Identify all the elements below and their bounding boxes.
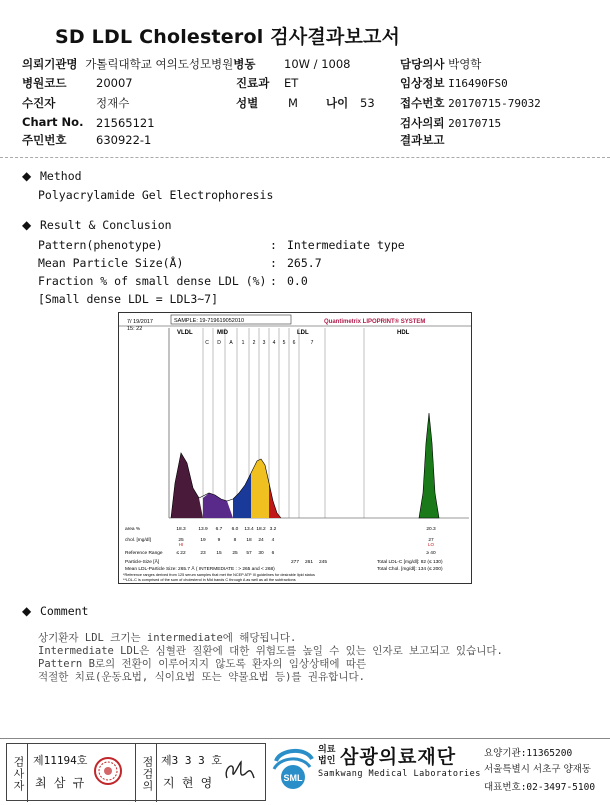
chart-date: 7/ 19/2017 bbox=[127, 319, 153, 325]
table-cell: 15 bbox=[216, 551, 222, 556]
table-cell: 6 bbox=[271, 551, 275, 556]
dept-label-text: 진료과 bbox=[236, 76, 270, 90]
institution-label: 의뢰기관명 bbox=[22, 57, 78, 71]
result-heading: Result & Conclusion bbox=[40, 218, 172, 232]
table-cell: 30 bbox=[258, 551, 264, 556]
comment-line-1: 상기환자 LDL 크기는 intermediate에 해당됩니다. bbox=[38, 632, 297, 644]
result-size-label: Mean Particle Size(Å) bbox=[38, 256, 184, 270]
lipoprint-chart bbox=[118, 312, 472, 584]
clinical-info-value: I16490FS0 bbox=[448, 77, 508, 90]
band-label: 2 bbox=[252, 340, 256, 346]
table-cell: 23 bbox=[200, 551, 206, 556]
header-row-1 bbox=[22, 56, 256, 72]
resident-label bbox=[22, 132, 66, 148]
band-group-vldl: VLDL bbox=[177, 330, 193, 336]
reviewer-license-no: 제3 3 3 호 bbox=[161, 754, 222, 767]
table-cell: 18.2 bbox=[256, 527, 266, 532]
particle-size-value: 261 bbox=[304, 560, 314, 565]
ward-value: 10W / 1008 bbox=[284, 57, 351, 71]
org-name: 삼광의료재단 bbox=[340, 746, 457, 768]
org-small-2: 법인 bbox=[318, 756, 336, 766]
table-cell: 6.0 bbox=[231, 527, 239, 532]
patient-value: 정재수 bbox=[96, 96, 130, 110]
table-row-label: area % bbox=[125, 527, 141, 532]
table-cell: 57 bbox=[246, 551, 252, 556]
age-label bbox=[326, 95, 348, 111]
result-report-label: 결과보고 bbox=[400, 133, 445, 147]
receipt-value: 20170715-79032 bbox=[448, 97, 541, 110]
org-address: 서울특별시 서초구 양재동 bbox=[484, 764, 591, 775]
clinical-info-label: 임상정보 bbox=[400, 76, 445, 90]
examiner-seal-stamp bbox=[93, 754, 123, 788]
band-label: 4 bbox=[272, 340, 276, 346]
chart-no-label-text: Chart No. bbox=[22, 115, 84, 129]
examiner-name: 최 삼 규 bbox=[35, 776, 85, 790]
hospital-code-value: 20007 bbox=[96, 76, 133, 90]
receipt-label: 접수번호 bbox=[400, 96, 445, 110]
comment-line-3: Pattern B로의 전환이 이루어지지 않도록 환자의 임상상태에 따른 bbox=[38, 658, 367, 670]
band-label: A bbox=[229, 340, 233, 346]
reviewer-name: 지 현 영 bbox=[163, 776, 213, 790]
lipoprotein-area bbox=[233, 473, 251, 518]
reviewer-box-label: 점검의 bbox=[135, 744, 157, 802]
result-fraction-label: Fraction % of small dense LDL (%) bbox=[38, 274, 267, 288]
table-cell: 24 bbox=[258, 538, 264, 543]
table-cell: 18.3 bbox=[176, 527, 186, 532]
request-date-label: 검사의뢰 bbox=[400, 116, 445, 130]
table-cell: 25 bbox=[178, 538, 184, 543]
hospital-code-label-text: 병원코드 bbox=[22, 76, 67, 90]
result-pattern-value: Intermediate type bbox=[287, 238, 405, 252]
table-cell: ≤ 22 bbox=[176, 551, 186, 556]
table-cell: 9 bbox=[217, 538, 221, 543]
total-ldl: Total LDL-C [mg/dl]: 82 (≤ 130) bbox=[377, 560, 443, 565]
age-label-text: 나이 bbox=[326, 96, 349, 110]
request-date-field bbox=[400, 115, 501, 131]
org-small-1: 의료 bbox=[318, 745, 336, 755]
logo-text: SML bbox=[283, 773, 303, 783]
band-label: D bbox=[217, 340, 221, 346]
result-note: [Small dense LDL = LDL3~7] bbox=[38, 292, 219, 306]
result-size-colon: : bbox=[270, 256, 277, 270]
examiner-box-label: 검사자 bbox=[7, 744, 28, 802]
chart-sample: SAMPLE: 19-719619052010 bbox=[174, 318, 245, 324]
chart-brand: Quantimetrix LIPOPRINT® SYSTEM bbox=[324, 319, 426, 325]
table-row-label: Reference Range bbox=[125, 551, 163, 556]
result-pattern-label: Pattern(phenotype) bbox=[38, 238, 163, 252]
band-group-ldl: LDL bbox=[297, 330, 309, 336]
table-cell: 3.2 bbox=[269, 527, 277, 532]
receipt-field bbox=[400, 95, 541, 111]
total-chol: Total Chol. [mg/dl]: 134 (≤ 200) bbox=[377, 567, 443, 572]
diamond-bullet-icon: ◆ bbox=[22, 218, 32, 232]
dept-value: ET bbox=[284, 76, 299, 90]
result-pattern-colon: : bbox=[270, 238, 277, 252]
band-label: 6 bbox=[292, 340, 296, 346]
particle-size-value: 245 bbox=[318, 560, 328, 565]
footnote-2: **LDL-C is comprised of the sum of cholesterol in Mid bands C through A as well as all the subfractions bbox=[123, 578, 296, 582]
mean-ldl-line: Mean LDL-Particle Size: 265.7 Å ( INTERMEDIATE : > 265 and < 268) bbox=[125, 567, 275, 572]
table-cell: 25 bbox=[232, 551, 238, 556]
hdl-peak bbox=[419, 413, 439, 518]
chart-no-label bbox=[22, 115, 83, 129]
reviewer-signature-icon bbox=[221, 756, 257, 786]
band-group-hdl: HDL bbox=[397, 330, 410, 336]
result-report-field bbox=[400, 132, 444, 148]
signature-box bbox=[6, 743, 266, 801]
footer bbox=[0, 738, 610, 805]
lipoprint-svg bbox=[119, 313, 471, 583]
comment-line-4: 적절한 치료(운동요법, 식이요법 또는 약물요법 등)를 권유합니다. bbox=[38, 671, 365, 683]
method-heading: Method bbox=[40, 169, 82, 183]
band-label: 3 bbox=[262, 340, 266, 346]
sex-label bbox=[236, 95, 258, 111]
care-institution-no: 요양기관:11365200 bbox=[484, 748, 573, 759]
comment-line-2: Intermediate LDL은 심혈관 질환에 대한 위험도를 높일 수 있는 인자로 보고되고 있습니다. bbox=[38, 645, 503, 657]
hdl-flag: LO bbox=[427, 542, 435, 547]
method-text: Polyacrylamide Gel Electrophoresis bbox=[38, 188, 274, 202]
request-date-value: 20170715 bbox=[448, 117, 502, 130]
age-value: 53 bbox=[360, 96, 375, 110]
hospital-code-label bbox=[22, 75, 66, 91]
table-row-label: chol. [mg/dl] bbox=[125, 538, 151, 543]
table-cell: 13.4 bbox=[244, 527, 254, 532]
org-phone: 대표번호:02-3497-5100 bbox=[484, 782, 596, 793]
doctor-label: 담당의사 bbox=[400, 57, 445, 71]
band-label: 5 bbox=[282, 340, 286, 346]
resident-label-text: 주민번호 bbox=[22, 133, 67, 147]
org-name-en: Samkwang Medical Laboratories bbox=[318, 769, 481, 779]
band-group-mid: MID bbox=[217, 330, 228, 336]
table-cell: 6.7 bbox=[215, 527, 223, 532]
footnote-1: *Reference ranges derived from 125 serum samples that met the NCEP ATP III guidelines for desirable lipid status bbox=[123, 573, 315, 577]
patient-label bbox=[22, 95, 55, 111]
diamond-bullet-icon: ◆ bbox=[22, 169, 32, 183]
lipoprotein-area bbox=[269, 483, 281, 518]
table-cell: 20.3 bbox=[426, 527, 436, 532]
result-fraction-value: 0.0 bbox=[287, 274, 308, 288]
comment-heading: Comment bbox=[40, 604, 89, 618]
band-label: C bbox=[205, 340, 209, 346]
result-size-value: 265.7 bbox=[287, 256, 322, 270]
institution-value: 가톨릭대학교 여의도성모병원 bbox=[85, 57, 234, 71]
examiner-license-no: 제11194호 bbox=[33, 754, 88, 767]
header-separator bbox=[0, 157, 610, 158]
particle-size-value: 277 bbox=[290, 560, 300, 565]
sex-label-text: 성별 bbox=[236, 96, 259, 110]
sml-logo-icon bbox=[270, 745, 316, 791]
sex-value: M bbox=[288, 96, 298, 110]
patient-label-text: 수진자 bbox=[22, 96, 56, 110]
clinical-info-field bbox=[400, 75, 508, 91]
doctor-field bbox=[400, 56, 481, 72]
report-title: SD LDL Cholesterol 검사결과보고서 bbox=[55, 26, 401, 48]
chart-time: 15: 22 bbox=[127, 326, 143, 332]
dept-label bbox=[236, 75, 269, 91]
diamond-bullet-icon: ◆ bbox=[22, 604, 32, 618]
band-label: 1 bbox=[241, 340, 245, 346]
table-cell: ≥ 40 bbox=[426, 551, 436, 556]
table-cell: 19 bbox=[200, 538, 206, 543]
particle-size-label: Particle-Size [Å] bbox=[125, 560, 160, 565]
org-small-label bbox=[318, 745, 335, 767]
table-cell: 27 bbox=[428, 538, 434, 543]
ward-label: 병동 bbox=[233, 57, 256, 71]
table-cell: 4 bbox=[271, 538, 275, 543]
chart-no-value: 21565121 bbox=[96, 116, 155, 130]
table-cell: 8 bbox=[233, 538, 237, 543]
band-label: 7 bbox=[310, 340, 314, 346]
resident-value: 630922-1 bbox=[96, 133, 152, 147]
doctor-value: 박영학 bbox=[448, 57, 482, 71]
result-fraction-colon: : bbox=[270, 274, 277, 288]
table-cell: 13.9 bbox=[198, 527, 208, 532]
vldl-flag: HI bbox=[178, 542, 184, 547]
table-cell: 18 bbox=[246, 538, 252, 543]
